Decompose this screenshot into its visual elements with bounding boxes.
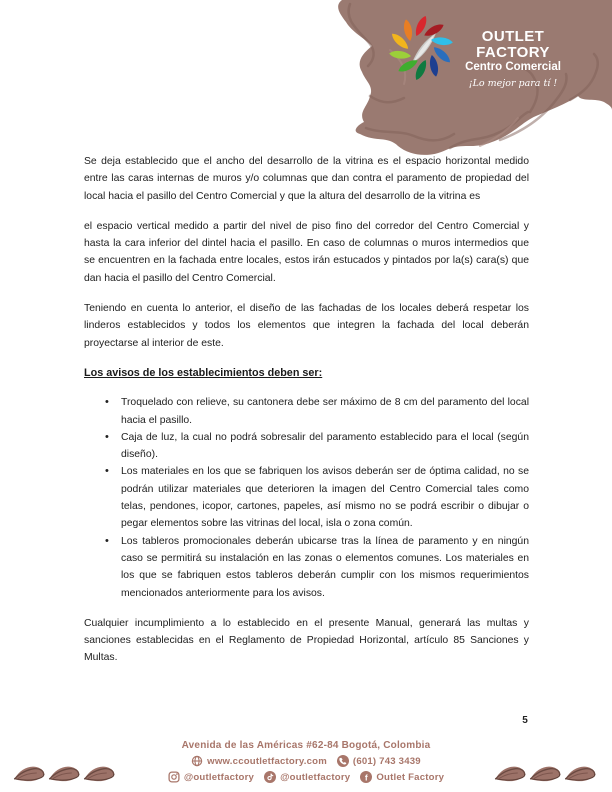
logo-title: OUTLET FACTORY <box>476 28 550 61</box>
list-item-2: • Caja de luz, la cual no podrá sobresalir del paramento establecido para el local (según diseño). <box>84 429 529 464</box>
brand-logo <box>443 29 583 89</box>
instagram-item <box>168 771 254 783</box>
document-body <box>84 153 529 680</box>
instagram-icon <box>168 771 180 783</box>
page-number: 5 <box>522 715 528 726</box>
list-item-1: • Troquelado con relieve, su cantonera debe ser máximo de 8 cm del paramento del local hacia el pasillo. <box>84 394 529 429</box>
logo-subtitle: Centro Comercial <box>465 61 561 73</box>
paragraph-2: el espacio vertical medido a partir del nivel de piso fino del corredor del Centro Comercial y hasta la cara inferior del dintel hacia el pasillo. En caso de columnas o muros intermedios que se encuentren en la fachada entre locales, estos irán estucados y pintados por la(s) cara(s) que dan hacia el pasillo del Centro Comercial. <box>84 220 529 284</box>
phone-item <box>337 755 421 767</box>
instagram-handle: @outletfactory <box>183 771 255 783</box>
facebook-icon <box>360 771 372 783</box>
phone-text: (601) 743 3439 <box>352 755 421 767</box>
tiktok-icon <box>264 771 276 783</box>
logo-tagline: ¡Lo mejor para tí ! <box>468 78 558 89</box>
section-heading: Los avisos de los establecimientos deben ser: <box>84 366 323 379</box>
globe-icon <box>191 755 203 767</box>
list-item-4: • Los tableros promocionales deberán ubicarse tras la línea de paramento y en ningún caso se permitirá su instalación en las zonas o elementos comunes. Los materiales en los que se fabriquen estos tableros deberán cumplir con los mismos requerimientos mencionados anteriormente para los avisos. <box>84 533 529 602</box>
tiktok-handle: @outletfactory <box>280 771 351 783</box>
svg-text:f: f <box>365 772 369 783</box>
facebook-item <box>360 771 444 783</box>
facebook-name: Outlet Factory <box>376 771 445 783</box>
tiktok-item <box>264 771 350 783</box>
paragraph-3: Teniendo en cuenta lo anterior, el diseño de las fachadas de los locales deberá respetar los linderos establecidos y todos los elementos que integren la fachada del local deberán proyectarse al interior de este. <box>84 303 529 349</box>
list-item-3: • Los materiales en los que se fabriquen los avisos deberán ser de óptima calidad, no se podrán utilizar materiales que deterioren la imagen del Centro Comercial tales como telas, pendones, icopor, cartones, papeles, así mismo no se podrá escribir o dibujar o pegar elementos sobre las vitrinas del local, isla o zona común. <box>84 463 529 532</box>
website-item <box>191 755 327 767</box>
bullet-list <box>84 394 529 602</box>
phone-icon <box>337 755 349 767</box>
address-line: Avenida de las Américas #62-84 Bogotá, Colombia <box>181 740 431 751</box>
leaf-decoration-right <box>494 759 598 787</box>
closing-paragraph: Cualquier incumplimiento a lo establecido en el presente Manual, generará las multas y sanciones establecidas en el Reglamento de Propiedad Horizontal, artículo 85 Sanciones y Multas. <box>84 617 529 664</box>
paragraph-1: Se deja establecido que el ancho del desarrollo de la vitrina es el espacio horizontal medido entre las caras internas de muros y/o columnas que dan contra el paramento de propiedad del local hacia el pasillo del Centro Comercial y que la altura del desarrollo de la vitrina es <box>84 156 529 202</box>
website-text: www.ccoutletfactory.com <box>207 755 327 767</box>
leaf-decoration-left <box>13 759 117 787</box>
